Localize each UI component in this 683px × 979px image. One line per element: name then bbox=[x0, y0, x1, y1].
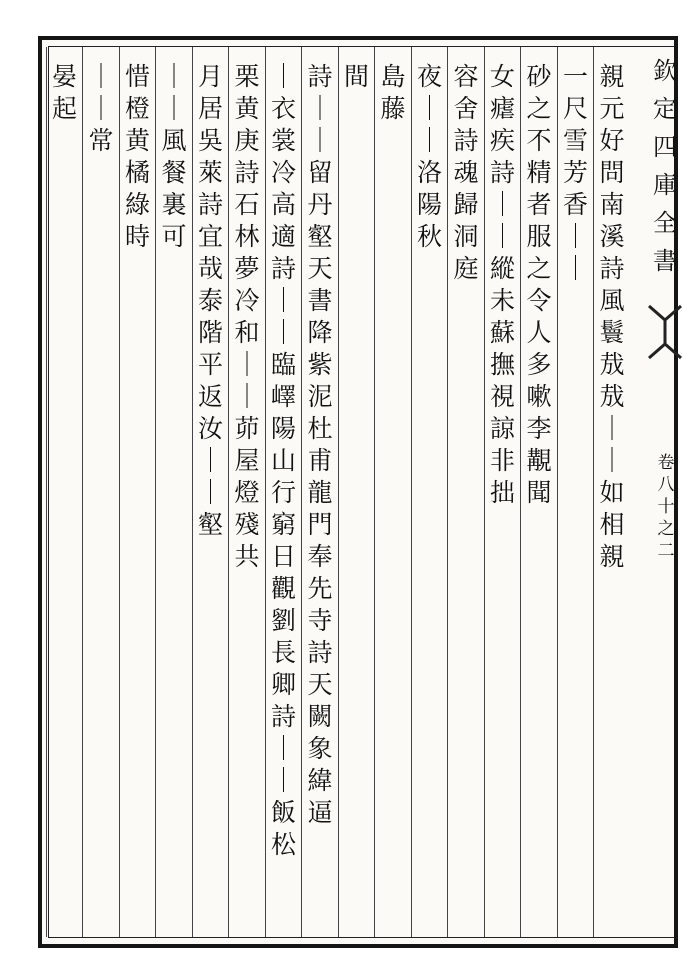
text-char: 容 bbox=[453, 62, 479, 91]
text-char: 屋 bbox=[234, 446, 260, 475]
text-char: 卿 bbox=[270, 670, 296, 699]
text-char: ｜ bbox=[416, 94, 442, 123]
title-char: 定 bbox=[653, 95, 677, 123]
title-char: 庫 bbox=[653, 171, 677, 199]
title-char: 四 bbox=[653, 133, 677, 161]
text-char: 橙 bbox=[124, 94, 150, 123]
column-rule bbox=[228, 47, 229, 937]
text-char: 書 bbox=[307, 286, 333, 315]
text-char: 一 bbox=[562, 62, 588, 91]
text-char: 裏 bbox=[161, 190, 187, 219]
text-char: 諒 bbox=[489, 414, 515, 443]
text-char: 餐 bbox=[161, 158, 187, 187]
text-char: 精 bbox=[526, 158, 552, 187]
text-char: 聞 bbox=[526, 478, 552, 507]
text-char: ｜ bbox=[270, 318, 296, 347]
text-char: 秋 bbox=[416, 222, 442, 251]
text-char: 象 bbox=[307, 734, 333, 763]
column-rule bbox=[46, 47, 47, 937]
column-rule bbox=[301, 47, 302, 937]
text-char: 緯 bbox=[307, 766, 333, 795]
juan-char: 八 bbox=[657, 475, 675, 495]
text-char: 服 bbox=[526, 222, 552, 251]
column-rule bbox=[593, 47, 594, 937]
text-column bbox=[486, 61, 520, 941]
text-char: 洞 bbox=[453, 222, 479, 251]
text-char: 觀 bbox=[270, 574, 296, 603]
text-char: 庚 bbox=[234, 126, 260, 155]
text-char: 相 bbox=[599, 510, 625, 539]
text-column bbox=[303, 61, 337, 941]
text-char: 汝 bbox=[197, 414, 223, 443]
text-char: 石 bbox=[234, 190, 260, 219]
fish-tail-mark-icon bbox=[645, 302, 683, 362]
text-char: 適 bbox=[270, 222, 296, 251]
text-char: ｜ bbox=[270, 766, 296, 795]
text-char: 詩 bbox=[453, 126, 479, 155]
column-rule bbox=[265, 47, 266, 937]
text-char: 非 bbox=[489, 446, 515, 475]
text-char: 南 bbox=[599, 190, 625, 219]
document-page bbox=[38, 36, 678, 948]
text-char: 詩 bbox=[270, 254, 296, 283]
column-rule bbox=[82, 47, 83, 937]
text-char: 日 bbox=[270, 542, 296, 571]
text-column bbox=[48, 61, 82, 941]
text-char: 夜 bbox=[416, 62, 442, 91]
text-char: 親 bbox=[599, 542, 625, 571]
text-char: 瘧 bbox=[489, 94, 515, 123]
text-char: 門 bbox=[307, 510, 333, 539]
text-char: 杜 bbox=[307, 414, 333, 443]
text-char: 未 bbox=[489, 286, 515, 315]
juan-char: 二 bbox=[657, 541, 675, 561]
text-char: 詩 bbox=[197, 190, 223, 219]
text-char: 龍 bbox=[307, 478, 333, 507]
text-char: 裳 bbox=[270, 126, 296, 155]
text-char: 綠 bbox=[124, 190, 150, 219]
text-char: 女 bbox=[489, 62, 515, 91]
column-rule bbox=[411, 47, 412, 937]
text-char: ｜ bbox=[161, 62, 187, 91]
text-char: 舍 bbox=[453, 94, 479, 123]
text-char: 天 bbox=[307, 670, 333, 699]
text-char: 泥 bbox=[307, 382, 333, 411]
text-column bbox=[84, 61, 118, 941]
text-char: 居 bbox=[197, 94, 223, 123]
text-char: 歸 bbox=[453, 190, 479, 219]
text-char: 如 bbox=[599, 478, 625, 507]
text-char: 元 bbox=[599, 94, 625, 123]
text-char: 風 bbox=[599, 286, 625, 315]
text-char: 可 bbox=[161, 222, 187, 251]
text-char: 吳 bbox=[197, 126, 223, 155]
text-char: 之 bbox=[526, 94, 552, 123]
text-char: 問 bbox=[599, 158, 625, 187]
text-column bbox=[230, 61, 264, 941]
text-char: 香 bbox=[562, 190, 588, 219]
text-char: ｜ bbox=[161, 94, 187, 123]
text-char: 橘 bbox=[124, 158, 150, 187]
text-char: 高 bbox=[270, 190, 296, 219]
text-char: ｜ bbox=[197, 478, 223, 507]
text-char: 松 bbox=[270, 830, 296, 859]
text-char: ｜ bbox=[234, 350, 260, 379]
text-char: 長 bbox=[270, 638, 296, 667]
text-char: 共 bbox=[234, 542, 260, 571]
text-char: 天 bbox=[307, 254, 333, 283]
text-char: 逼 bbox=[307, 798, 333, 827]
text-char: 奉 bbox=[307, 542, 333, 571]
text-char: 哉 bbox=[197, 254, 223, 283]
column-rule bbox=[484, 47, 485, 937]
text-char: 山 bbox=[270, 446, 296, 475]
column-rule bbox=[520, 47, 521, 937]
text-column bbox=[340, 61, 374, 941]
text-char: ｜ bbox=[270, 286, 296, 315]
column-rule bbox=[447, 47, 448, 937]
text-char: ｜ bbox=[562, 222, 588, 251]
text-char: 撫 bbox=[489, 350, 515, 379]
text-char: 冷 bbox=[234, 286, 260, 315]
text-char: ｜ bbox=[88, 62, 114, 91]
text-char: 不 bbox=[526, 126, 552, 155]
text-column bbox=[121, 61, 155, 941]
text-char: 泰 bbox=[197, 286, 223, 315]
text-char: 尺 bbox=[562, 94, 588, 123]
text-char: 陽 bbox=[416, 190, 442, 219]
text-char: 窮 bbox=[270, 510, 296, 539]
text-char: 㦲 bbox=[599, 350, 625, 379]
text-char: ｜ bbox=[307, 94, 333, 123]
column-rule bbox=[557, 47, 558, 937]
text-char: 令 bbox=[526, 286, 552, 315]
text-char: ｜ bbox=[88, 94, 114, 123]
text-char: 燈 bbox=[234, 478, 260, 507]
text-char: 多 bbox=[526, 350, 552, 379]
text-char: 留 bbox=[307, 158, 333, 187]
text-column bbox=[595, 61, 629, 941]
text-char: ｜ bbox=[489, 190, 515, 219]
text-frame bbox=[48, 46, 674, 938]
text-char: 陽 bbox=[270, 414, 296, 443]
column-rule bbox=[192, 47, 193, 937]
text-char: ｜ bbox=[197, 446, 223, 475]
text-char: 寺 bbox=[307, 606, 333, 635]
text-char: ｜ bbox=[599, 446, 625, 475]
text-char: 嶧 bbox=[270, 382, 296, 411]
text-char: 㦲 bbox=[599, 382, 625, 411]
text-char: ｜ bbox=[270, 62, 296, 91]
text-column bbox=[376, 61, 410, 941]
text-char: 夢 bbox=[234, 254, 260, 283]
text-char: 茆 bbox=[234, 414, 260, 443]
text-column bbox=[522, 61, 556, 941]
text-char: 黄 bbox=[234, 94, 260, 123]
text-char: 階 bbox=[197, 318, 223, 347]
text-char: 衣 bbox=[270, 94, 296, 123]
text-char: 嗽 bbox=[526, 382, 552, 411]
text-char: 時 bbox=[124, 222, 150, 251]
text-char: 洛 bbox=[416, 158, 442, 187]
text-char: 甫 bbox=[307, 446, 333, 475]
text-char: ｜ bbox=[416, 126, 442, 155]
text-char: 詩 bbox=[307, 62, 333, 91]
text-column bbox=[157, 61, 191, 941]
text-char: 月 bbox=[197, 62, 223, 91]
text-char: 晏 bbox=[51, 62, 77, 91]
text-char: 藤 bbox=[380, 94, 406, 123]
text-char: 臨 bbox=[270, 350, 296, 379]
text-column bbox=[449, 61, 483, 941]
text-char: 芳 bbox=[562, 158, 588, 187]
text-char: 風 bbox=[161, 126, 187, 155]
text-char: 丹 bbox=[307, 190, 333, 219]
text-column bbox=[413, 61, 447, 941]
text-char: 壑 bbox=[307, 222, 333, 251]
text-char: 平 bbox=[197, 350, 223, 379]
text-char: 庭 bbox=[453, 254, 479, 283]
text-char: 殘 bbox=[234, 510, 260, 539]
text-char: 溪 bbox=[599, 222, 625, 251]
text-char: 李 bbox=[526, 414, 552, 443]
text-char: 縱 bbox=[489, 254, 515, 283]
text-char: 人 bbox=[526, 318, 552, 347]
text-char: 鬟 bbox=[599, 318, 625, 347]
fore-edge-margin bbox=[645, 40, 683, 952]
text-char: 先 bbox=[307, 574, 333, 603]
text-char: 返 bbox=[197, 382, 223, 411]
text-char: 降 bbox=[307, 318, 333, 347]
text-char: 間 bbox=[343, 62, 369, 91]
column-rule bbox=[155, 47, 156, 937]
text-char: 疾 bbox=[489, 126, 515, 155]
text-char: 栗 bbox=[234, 62, 260, 91]
text-char: ｜ bbox=[270, 734, 296, 763]
text-char: 詩 bbox=[307, 638, 333, 667]
juan-char: 之 bbox=[657, 519, 675, 539]
text-char: 和 bbox=[234, 318, 260, 347]
column-rule bbox=[119, 47, 120, 937]
text-char: 黄 bbox=[124, 126, 150, 155]
text-char: 之 bbox=[526, 254, 552, 283]
text-column bbox=[194, 61, 228, 941]
text-char: 詩 bbox=[270, 702, 296, 731]
juan-number bbox=[653, 452, 679, 562]
text-char: ｜ bbox=[489, 222, 515, 251]
text-char: ｜ bbox=[562, 254, 588, 283]
text-char: 詩 bbox=[489, 158, 515, 187]
column-rule bbox=[338, 47, 339, 937]
text-char: 拙 bbox=[489, 478, 515, 507]
column-rule bbox=[374, 47, 375, 937]
text-char: 闕 bbox=[307, 702, 333, 731]
text-char: 林 bbox=[234, 222, 260, 251]
text-char: 親 bbox=[599, 62, 625, 91]
text-char: 島 bbox=[380, 62, 406, 91]
text-char: 冷 bbox=[270, 158, 296, 187]
text-char: 壑 bbox=[197, 510, 223, 539]
text-char: 雪 bbox=[562, 126, 588, 155]
text-char: 惜 bbox=[124, 62, 150, 91]
juan-char: 卷 bbox=[657, 453, 675, 473]
text-char: 紫 bbox=[307, 350, 333, 379]
title-char: 全 bbox=[653, 209, 677, 237]
text-column bbox=[267, 61, 301, 941]
text-char: 好 bbox=[599, 126, 625, 155]
text-char: 詩 bbox=[234, 158, 260, 187]
text-char: 覯 bbox=[526, 446, 552, 475]
text-char: 蘇 bbox=[489, 318, 515, 347]
book-title bbox=[645, 52, 683, 280]
text-char: ｜ bbox=[307, 126, 333, 155]
text-char: 萊 bbox=[197, 158, 223, 187]
text-char: 視 bbox=[489, 382, 515, 411]
text-char: 飯 bbox=[270, 798, 296, 827]
text-char: ｜ bbox=[234, 382, 260, 411]
text-char: 者 bbox=[526, 190, 552, 219]
text-char: 砂 bbox=[526, 62, 552, 91]
juan-char: 十 bbox=[657, 497, 675, 517]
text-char: ｜ bbox=[599, 414, 625, 443]
text-char: 宜 bbox=[197, 222, 223, 251]
text-char: 起 bbox=[51, 94, 77, 123]
text-column bbox=[559, 61, 593, 941]
text-char: 劉 bbox=[270, 606, 296, 635]
title-char: 書 bbox=[653, 247, 677, 275]
text-char: 詩 bbox=[599, 254, 625, 283]
title-char: 欽 bbox=[653, 57, 677, 85]
text-char: 魂 bbox=[453, 158, 479, 187]
text-char: 常 bbox=[88, 126, 114, 155]
text-char: 行 bbox=[270, 478, 296, 507]
